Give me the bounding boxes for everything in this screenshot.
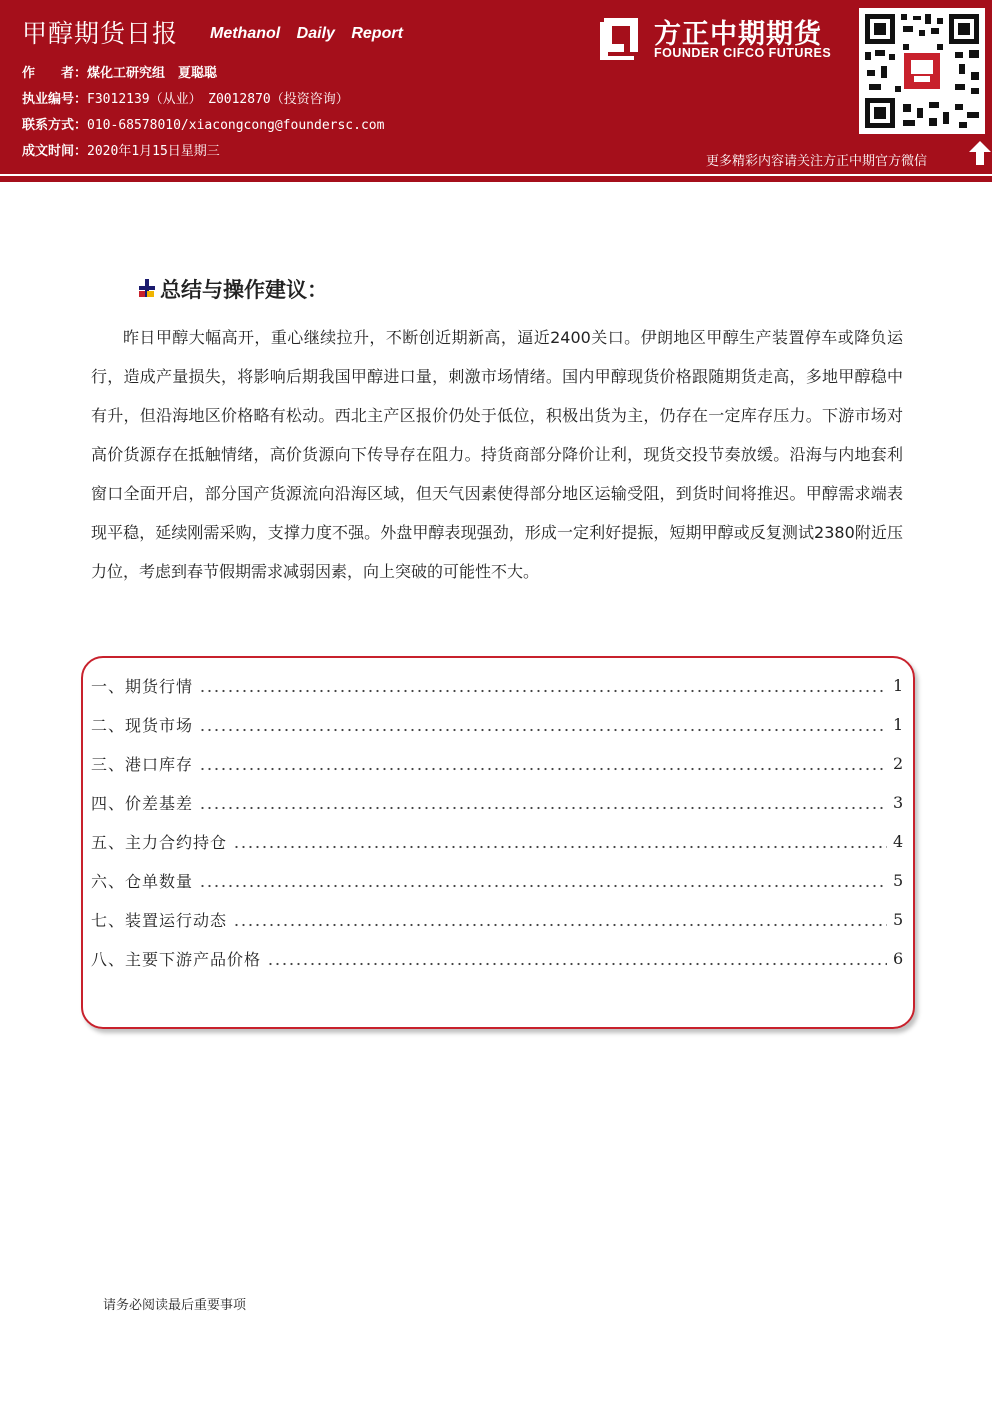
toc-item-label: 二、现货市场 <box>91 715 194 735</box>
toc-item[interactable] <box>91 790 903 814</box>
date-row <box>22 140 220 159</box>
date-value: 2020年1月15日星期三 <box>87 144 220 159</box>
footer-disclaimer-note: 请务必阅读最后重要事项 <box>103 1298 247 1313</box>
summary-paragraph: 昨日甲醇大幅高开，重心继续拉升，不断创近期新高，逼近2400关口。伊朗地区甲醇生产装置停车或降负运行，造成产量损失，将影响后期我国甲醇进口量，刺激市场情绪。国内甲醇现货价格跟随期货走高，多地甲醇稳中有升，但沿海地区价格略有松动。西北主产区报价仍处于低位，积极出货为主，仍存在一定库存压力。下游市场对高价货源存在抵触情绪，高价货源向下传导存在阻力。持货商部分降价让利，现货交投节奏放缓。沿海与内地套利窗口全面开启，部分国产货源流向沿海区域，但天气因素使得部分地区运输受阻，到货时间将推迟。甲醇需求端表现平稳，延续刚需采购，支撑力度不强。外盘甲醇表现强劲，形成一定利好提振，短期甲醇或反复测试2380附近压力位，考虑到春节假期需求减弱因素，向上突破的可能性不大。 <box>91 328 903 581</box>
qr-code-icon <box>859 8 985 134</box>
toc-leader-dots <box>199 751 887 775</box>
author-value: 煤化工研究组 夏聪聪 <box>87 66 218 81</box>
toc-item-label: 六、仓单数量 <box>91 871 194 891</box>
toc-item[interactable] <box>91 829 903 853</box>
report-title-en: Methanol Daily Report <box>210 25 403 42</box>
toc-item-page: 6 <box>893 948 904 968</box>
toc-item-page: 5 <box>893 870 904 890</box>
toc-leader-dots <box>199 868 887 892</box>
toc-item-label: 三、港口库存 <box>91 754 194 774</box>
company-logo <box>598 14 852 66</box>
license-label: 执业编号： <box>22 92 88 107</box>
toc-item-page: 3 <box>893 792 904 812</box>
toc-item-page: 5 <box>893 909 904 929</box>
toc-item-label: 五、主力合约持仓 <box>91 832 228 852</box>
toc-item[interactable] <box>91 673 903 697</box>
toc-leader-dots <box>199 712 887 736</box>
author-label: 作 者： <box>22 66 88 81</box>
follow-wechat-text: 更多精彩内容请关注方正中期官方微信 <box>706 154 928 169</box>
toc-item[interactable] <box>91 751 903 775</box>
contact-value: 010-68578010/xiacongcong@foundersc.com <box>87 118 385 133</box>
toc-item[interactable] <box>91 868 903 892</box>
header-divider <box>0 176 992 182</box>
toc-leader-dots <box>199 790 887 814</box>
decorative-bullet-icon <box>138 277 156 299</box>
toc-item-page: 4 <box>893 831 904 851</box>
license-value: F3012139（从业） Z0012870（投资咨询） <box>87 92 349 107</box>
summary-title: 总结与操作建议： <box>160 278 328 302</box>
toc-item-label: 八、主要下游产品价格 <box>91 949 262 969</box>
logo-mark-icon <box>598 14 644 60</box>
toc-item-page: 2 <box>893 753 904 773</box>
arrow-up-icon <box>968 140 992 166</box>
report-title-cn: 甲醇期货日报 <box>22 19 179 48</box>
toc-item[interactable] <box>91 946 903 970</box>
toc-item-label: 一、期货行情 <box>91 676 194 696</box>
author-row <box>22 62 217 81</box>
date-label: 成文时间： <box>22 144 88 159</box>
toc-leader-dots <box>233 829 887 853</box>
logo-name-cn: 方正中期期货 <box>654 19 822 50</box>
toc-leader-dots <box>267 946 887 970</box>
toc-item-page: 1 <box>893 714 904 734</box>
toc-leader-dots <box>233 907 887 931</box>
contact-row <box>22 114 384 133</box>
toc-item[interactable] <box>91 712 903 736</box>
toc-item-page: 1 <box>893 675 904 695</box>
toc-item-label: 七、装置运行动态 <box>91 910 228 930</box>
license-row <box>22 88 349 107</box>
contact-label: 联系方式： <box>22 118 88 133</box>
toc-item-label: 四、价差基差 <box>91 793 194 813</box>
logo-name-en: FOUNDER CIFCO FUTURES <box>654 46 832 60</box>
toc-item[interactable] <box>91 907 903 931</box>
toc-leader-dots <box>199 673 887 697</box>
